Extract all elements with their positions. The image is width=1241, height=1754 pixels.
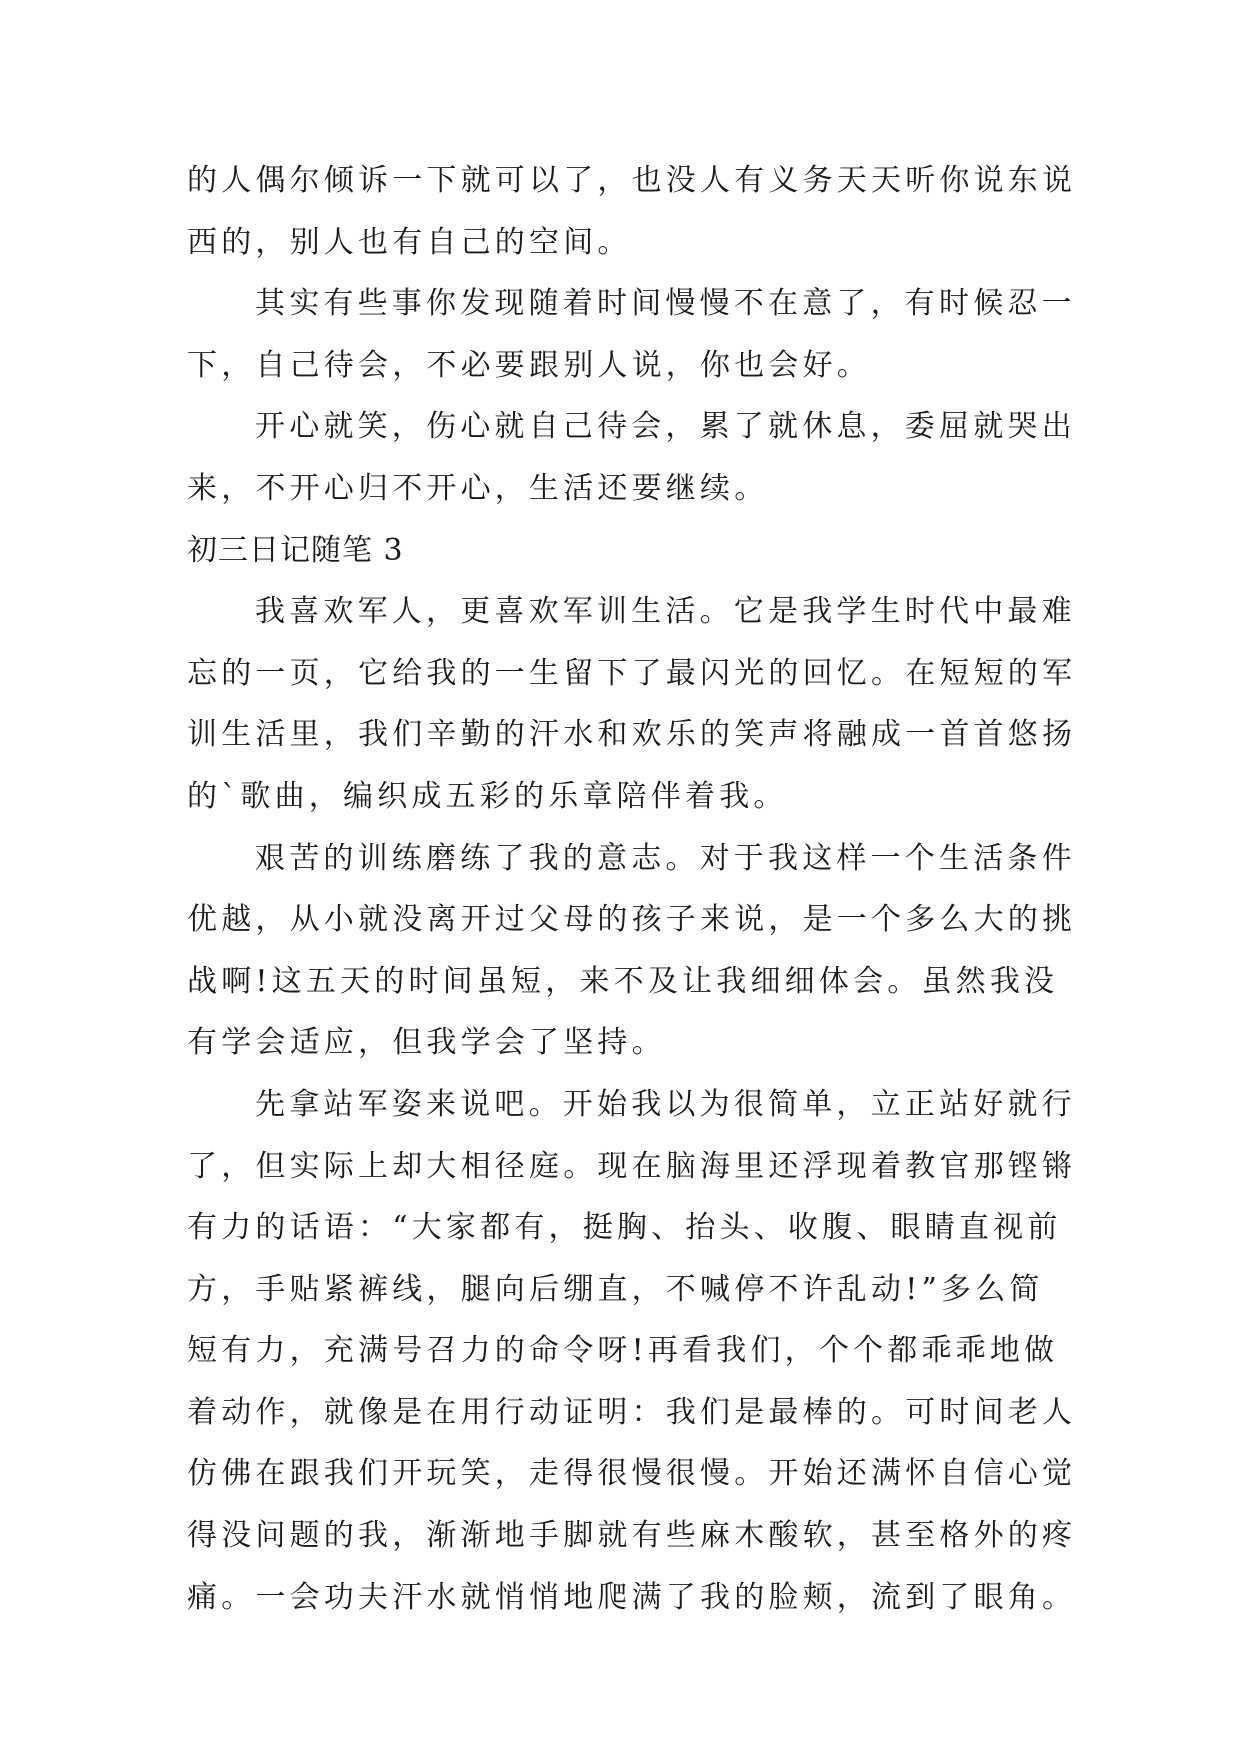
- text-line: 着动作，就像是在用行动证明：我们是最棒的。可时间老人: [187, 1394, 1077, 1430]
- text-line: 艰苦的训练磨练了我的意志。对于我这样一个生活条件: [255, 840, 1076, 876]
- text-line: 来，不开心归不开心，生活还要继续。: [187, 470, 769, 506]
- text-line: 得没问题的我，渐渐地手脚就有些麻木酸软，甚至格外的疼: [187, 1518, 1077, 1554]
- document-body: [187, 150, 1077, 1628]
- text-line: 痛。一会功夫汗水就悄悄地爬满了我的脸颊，流到了眼角。: [187, 1579, 1077, 1615]
- text-line: 优越，从小就没离开过父母的孩子来说，是一个多么大的挑: [187, 902, 1077, 938]
- text-line: 的`歌曲，编织成五彩的乐章陪伴着我。: [187, 778, 788, 814]
- text-line: 先拿站军姿来说吧。开始我以为很简单，立正站好就行: [255, 1086, 1076, 1122]
- text-line: 忘的一页，它给我的一生留下了最闪光的回忆。在短短的军: [187, 655, 1077, 691]
- text-line: 战啊!这五天的时间虽短，来不及让我细细体会。虽然我没: [187, 963, 1059, 999]
- text-line: 我喜欢军人，更喜欢军训生活。它是我学生时代中最难: [255, 594, 1076, 630]
- text-line: 下，自己待会，不必要跟别人说，你也会好。: [187, 347, 871, 383]
- text-line: 有力的话语：“大家都有，挺胸、抬头、收腹、眼睛直视前: [187, 1210, 1062, 1246]
- text-line: 短有力，充满号召力的命令呀!再看我们，个个都乖乖地做: [187, 1333, 1059, 1369]
- text-line: 训生活里，我们辛勤的汗水和欢乐的笑声将融成一首首悠扬: [187, 717, 1077, 753]
- text-line: 有学会适应，但我学会了坚持。: [187, 1025, 666, 1061]
- text-line: 了，但实际上却大相径庭。现在脑海里还浮现着教官那铿锵: [187, 1148, 1077, 1184]
- text-line: 方，手贴紧裤线，腿向后绷直，不喊停不许乱动!”多么简: [187, 1271, 1044, 1307]
- section-heading: 初三日记随笔 3: [187, 532, 404, 568]
- text-line: 其实有些事你发现随着时间慢慢不在意了，有时候忍一: [255, 286, 1076, 322]
- text-line: 开心就笑，伤心就自己待会，累了就休息，委屈就哭出: [255, 409, 1076, 445]
- text-line: 的人偶尔倾诉一下就可以了，也没人有义务天天听你说东说: [187, 163, 1077, 198]
- text-line: 仿佛在跟我们开玩笑，走得很慢很慢。开始还满怀自信心觉: [187, 1456, 1077, 1492]
- text-line: 西的，别人也有自己的空间。: [187, 224, 632, 260]
